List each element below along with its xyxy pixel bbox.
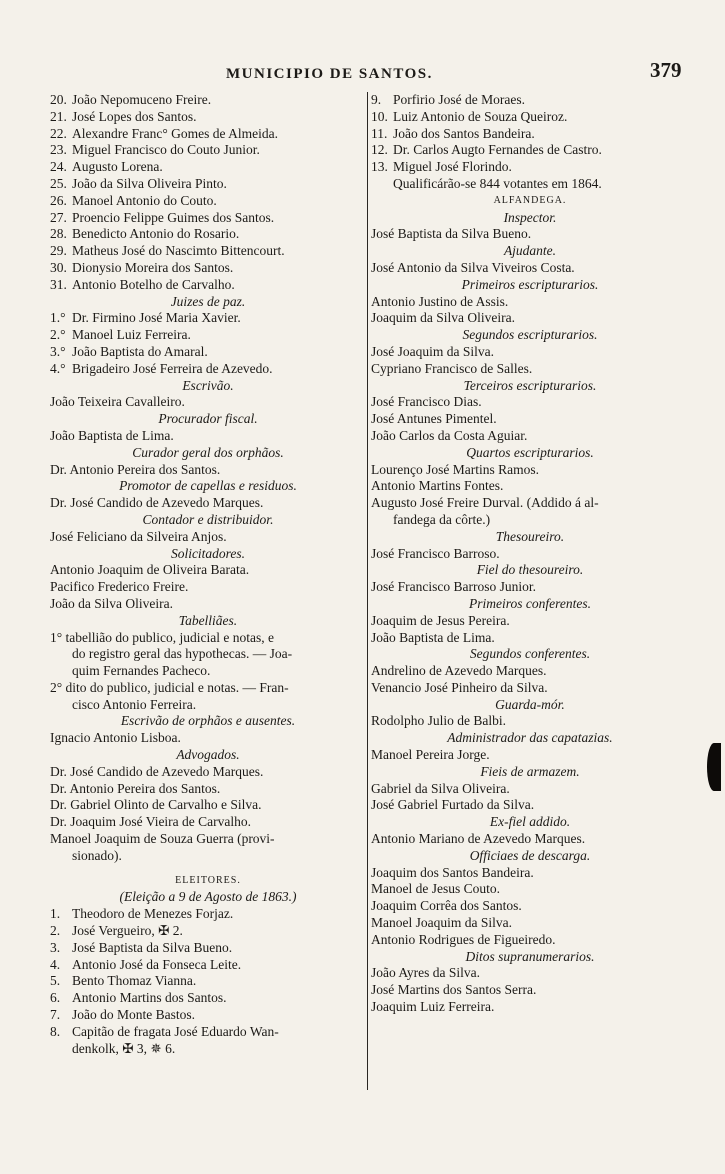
entry: João Carlos da Costa Aguiar. [371,427,528,443]
section-heading: Primeiros escripturarios. [461,276,599,292]
entry: Dr. Antonio Pereira dos Santos. [50,461,221,477]
entry: Lourenço José Martins Ramos. [371,461,539,477]
elector-entry [50,906,366,923]
list-entry-number: 22. [50,125,67,141]
list-entry [50,260,366,277]
entry: Joaquim dos Santos Bandeira. [371,864,534,880]
entry: Joaquim da Silva Oliveira. [371,310,515,326]
list-entry [50,226,366,243]
list-entry [50,159,366,176]
list-entry-number: 20. [50,92,67,107]
entry: Antonio Justino de Assis. [371,293,509,309]
entry: Manoel Joaquim de Souza Guerra (provi- [50,831,275,847]
entry: José Martins dos Santos Serra. [371,982,537,998]
entry: do registro geral das hypothecas. — Joa- [72,646,293,662]
entry: José Feliciano da Silveira Anjos. [50,528,227,544]
entry: José Francisco Barroso Junior. [371,579,536,595]
entry: José Baptista da Silva Bueno. [371,226,532,242]
right-column [371,92,689,1092]
list-entry-text: João Nepomuceno Freire. [72,92,212,107]
section-heading: Contador e distribuidor. [142,511,274,527]
elector-entry-number: 6. [50,990,61,1006]
entry: Augusto José Freire Durval. (Addido á al- [371,495,599,511]
column-divider [367,92,368,1090]
elector-entry-text: Antonio Martins dos Santos. [72,990,227,1006]
entry: Antonio Joaquim de Oliveira Barata. [50,562,250,578]
elector-entry [50,940,366,957]
entry: José Antonio da Silva Viveiros Costa. [371,259,575,275]
list-entry-number: 10. [371,108,388,124]
entry: sionado). [72,847,122,863]
list-entry-text: Porfirio José de Moraes. [393,92,525,107]
elector-entry-text: Bento Thomaz Vianna. [72,973,197,989]
entry: Gabriel da Silva Oliveira. [371,780,510,796]
entry: Antonio Rodrigues de Figueiredo. [371,931,556,947]
section-heading: Juizes de paz. [170,293,246,309]
entry: cisco Antonio Ferreira. [72,696,197,712]
section-heading: Solicitadores. [170,545,246,561]
elector-entry [50,1024,366,1041]
list-entry-number: 9. [371,92,382,107]
list-entry [371,126,689,143]
section-heading: Primeiros conferentes. [469,595,591,611]
elector-entry [50,957,366,974]
list-entry-number: 30. [50,259,67,275]
judge-entry-text: Dr. Firmino José Maria Xavier. [72,310,241,326]
entry: Dr. José Candido de Azevedo Marques. [50,495,264,511]
list-entry [50,92,366,109]
entry: Cypriano Francisco de Salles. [371,360,533,376]
entry: Dr. José Candido de Azevedo Marques. [50,763,264,779]
page-edge-mark [707,743,721,791]
entry: José Francisco Barroso. [371,545,500,561]
list-entry-text: Dionysio Moreira dos Santos. [72,259,234,275]
elector-entry [50,973,366,990]
list-entry-number: 23. [50,142,67,158]
list-entry-number: 21. [50,108,67,124]
judge-entry-text: Brigadeiro José Ferreira de Azevedo. [72,360,273,376]
section-heading: Terceiros escripturarios. [463,377,597,393]
entry: Ignacio Antonio Lisboa. [50,730,181,746]
list-entry-number: 11. [371,125,388,141]
list-entry-number: 27. [50,209,67,225]
spacer [50,865,366,873]
list-entry-text: João da Silva Oliveira Pinto. [72,175,227,191]
elector-entry-number: 4. [50,956,61,972]
judge-entry-text: João Baptista do Amaral. [72,343,208,359]
list-entry [50,109,366,126]
section-heading: Curador geral dos orphãos. [132,444,284,460]
section-heading: Advogados. [176,747,240,763]
list-entry [50,210,366,227]
list-entry-text: João dos Santos Bandeira. [393,125,535,141]
list-entry-number: 13. [371,159,388,175]
list-entry-text: Matheus José do Nascimto Bittencourt. [72,243,285,259]
page-number: 379 [650,58,682,82]
judge-entry-number: 1.° [50,310,66,326]
entry: Manoel Joaquim da Silva. [371,915,512,931]
entry: Dr. Antonio Pereira dos Santos. [50,780,221,796]
section-heading: Escrivão. [182,377,234,393]
section-heading: ELEITORES. [175,874,241,886]
judge-entry-number: 4.° [50,360,66,376]
list-entry [50,243,366,260]
section-heading: Fieis de armazem. [480,763,580,779]
judge-entry [50,310,366,327]
entry: Antonio Mariano de Azevedo Marques. [371,831,586,847]
entry: Pacifico Frederico Freire. [50,579,189,595]
elector-entry-text: José Baptista da Silva Bueno. [72,939,233,955]
list-entry-number: 12. [371,142,388,158]
qualification-note: Qualificárão-se 844 votantes em 1864. [393,175,602,191]
entry: Venancio José Pinheiro da Silva. [371,679,548,695]
entry: José Francisco Dias. [371,394,482,410]
list-entry-text: Luiz Antonio de Souza Queiroz. [393,108,568,124]
section-heading: Administrador das capatazias. [447,730,613,746]
entry: João da Silva Oliveira. [50,595,173,611]
judge-entry [50,344,366,361]
elector-entry-number: 8. [50,1023,61,1039]
entry: Manoel Pereira Jorge. [371,747,490,763]
section-heading: Guarda-mór. [495,696,565,712]
entry: Joaquim Corrêa dos Santos. [371,898,522,914]
list-entry-text: José Lopes dos Santos. [72,108,197,124]
judge-entry-text: Manoel Luiz Ferreira. [72,327,191,343]
list-entry-text: Benedicto Antonio do Rosario. [72,226,240,242]
entry: João Teixeira Cavalleiro. [50,394,185,410]
list-entry-number: 26. [50,192,67,208]
elector-entry [50,990,366,1007]
section-heading: Segundos escripturarios. [462,327,598,343]
judge-entry [50,327,366,344]
entry: Joaquim de Jesus Pereira. [371,612,510,628]
entry: 2° dito do publico, judicial e notas. — Fran- [50,679,289,695]
entry: Andrelino de Azevedo Marques. [371,663,547,679]
section-heading: Ajudante. [503,243,557,259]
entry: 1° tabellião do publico, judicial e notas, e [50,629,274,645]
list-entry-number: 25. [50,175,67,191]
list-entry-number: 28. [50,226,67,242]
election-note: (Eleição a 9 de Agosto de 1863.) [119,889,297,905]
judge-entry-number: 3.° [50,343,66,359]
entry: José Gabriel Furtado da Silva. [371,797,535,813]
list-entry-text: Manoel Antonio do Couto. [72,192,217,208]
section-heading: ALFANDEGA. [493,194,567,206]
list-entry [371,109,689,126]
judge-entry [50,361,366,378]
section-heading: Escrivão de orphãos e ausentes. [120,713,296,729]
elector-entry-text: José Vergueiro, ✠ 2. [72,923,183,939]
entry: Manoel de Jesus Couto. [371,881,500,897]
entry: Antonio Martins Fontes. [371,478,504,494]
entry: denkolk, ✠ 3, ✵ 6. [72,1040,176,1056]
section-heading: Inspector. [503,209,557,225]
section-heading: Segundos conferentes. [469,646,591,662]
list-entry-text: Augusto Lorena. [72,159,163,175]
entry: Dr. Joaquim José Vieira de Carvalho. [50,814,252,830]
entry: fandega da côrte.) [393,511,491,527]
section-heading: Officiaes de descarga. [469,847,591,863]
list-entry [50,277,366,294]
elector-entry-number: 5. [50,973,61,989]
elector-entry [50,923,366,940]
entry: João Ayres da Silva. [371,965,480,981]
section-heading: Ex-fiel addido. [489,814,571,830]
entry: Dr. Gabriel Olinto de Carvalho e Silva. [50,797,262,813]
entry: José Antunes Pimentel. [371,411,497,427]
elector-entry-number: 7. [50,1007,61,1023]
elector-entry-number: 2. [50,923,61,939]
entry: João Baptista de Lima. [371,629,495,645]
judge-entry-number: 2.° [50,327,66,343]
section-heading: Ditos supranumerarios. [465,948,595,964]
list-entry-text: Antonio Botelho de Carvalho. [72,276,235,292]
list-entry [50,193,366,210]
list-entry [50,176,366,193]
elector-entry [50,1007,366,1024]
left-column [50,92,366,1092]
elector-entry-number: 1. [50,906,61,922]
page-title: MUNICIPIO DE SANTOS. [226,66,433,82]
list-entry-number: 31. [50,276,67,292]
elector-entry-text: Theodoro de Menezes Forjaz. [72,906,234,922]
section-heading: Promotor de capellas e residuos. [119,478,297,494]
section-heading: Tabelliães. [178,612,238,628]
list-entry-number: 29. [50,243,67,259]
section-heading: Quartos escripturarios. [466,444,594,460]
entry: Joaquim Luiz Ferreira. [371,999,495,1015]
section-heading: Thesoureiro. [495,528,565,544]
list-entry [50,126,366,143]
entry: quim Fernandes Pacheco. [72,663,211,679]
list-entry-text: Proencio Felippe Guimes dos Santos. [72,209,275,225]
list-entry [50,142,366,159]
list-entry-text: Alexandre Franc° Gomes de Almeida. [72,125,278,141]
elector-entry-text: João do Monte Bastos. [72,1007,195,1023]
list-entry-text: Miguel Francisco do Couto Junior. [72,142,260,158]
elector-entry-number: 3. [50,939,61,955]
section-heading: Procurador fiscal. [158,411,258,427]
list-entry [371,92,689,109]
list-entry-number: 24. [50,159,67,175]
entry: José Joaquim da Silva. [371,343,494,359]
section-heading: Fiel do thesoureiro. [476,562,584,578]
elector-entry-text: Antonio José da Fonseca Leite. [72,956,242,972]
list-entry [371,142,689,159]
list-entry [371,159,689,176]
entry: João Baptista de Lima. [50,427,174,443]
entry: Rodolpho Julio de Balbi. [371,713,506,729]
list-entry-text: Dr. Carlos Augto Fernandes de Castro. [393,142,602,158]
elector-entry-text: Capitão de fragata José Eduardo Wan- [72,1023,279,1039]
list-entry-text: Miguel José Florindo. [393,159,512,175]
page-header [0,58,725,86]
